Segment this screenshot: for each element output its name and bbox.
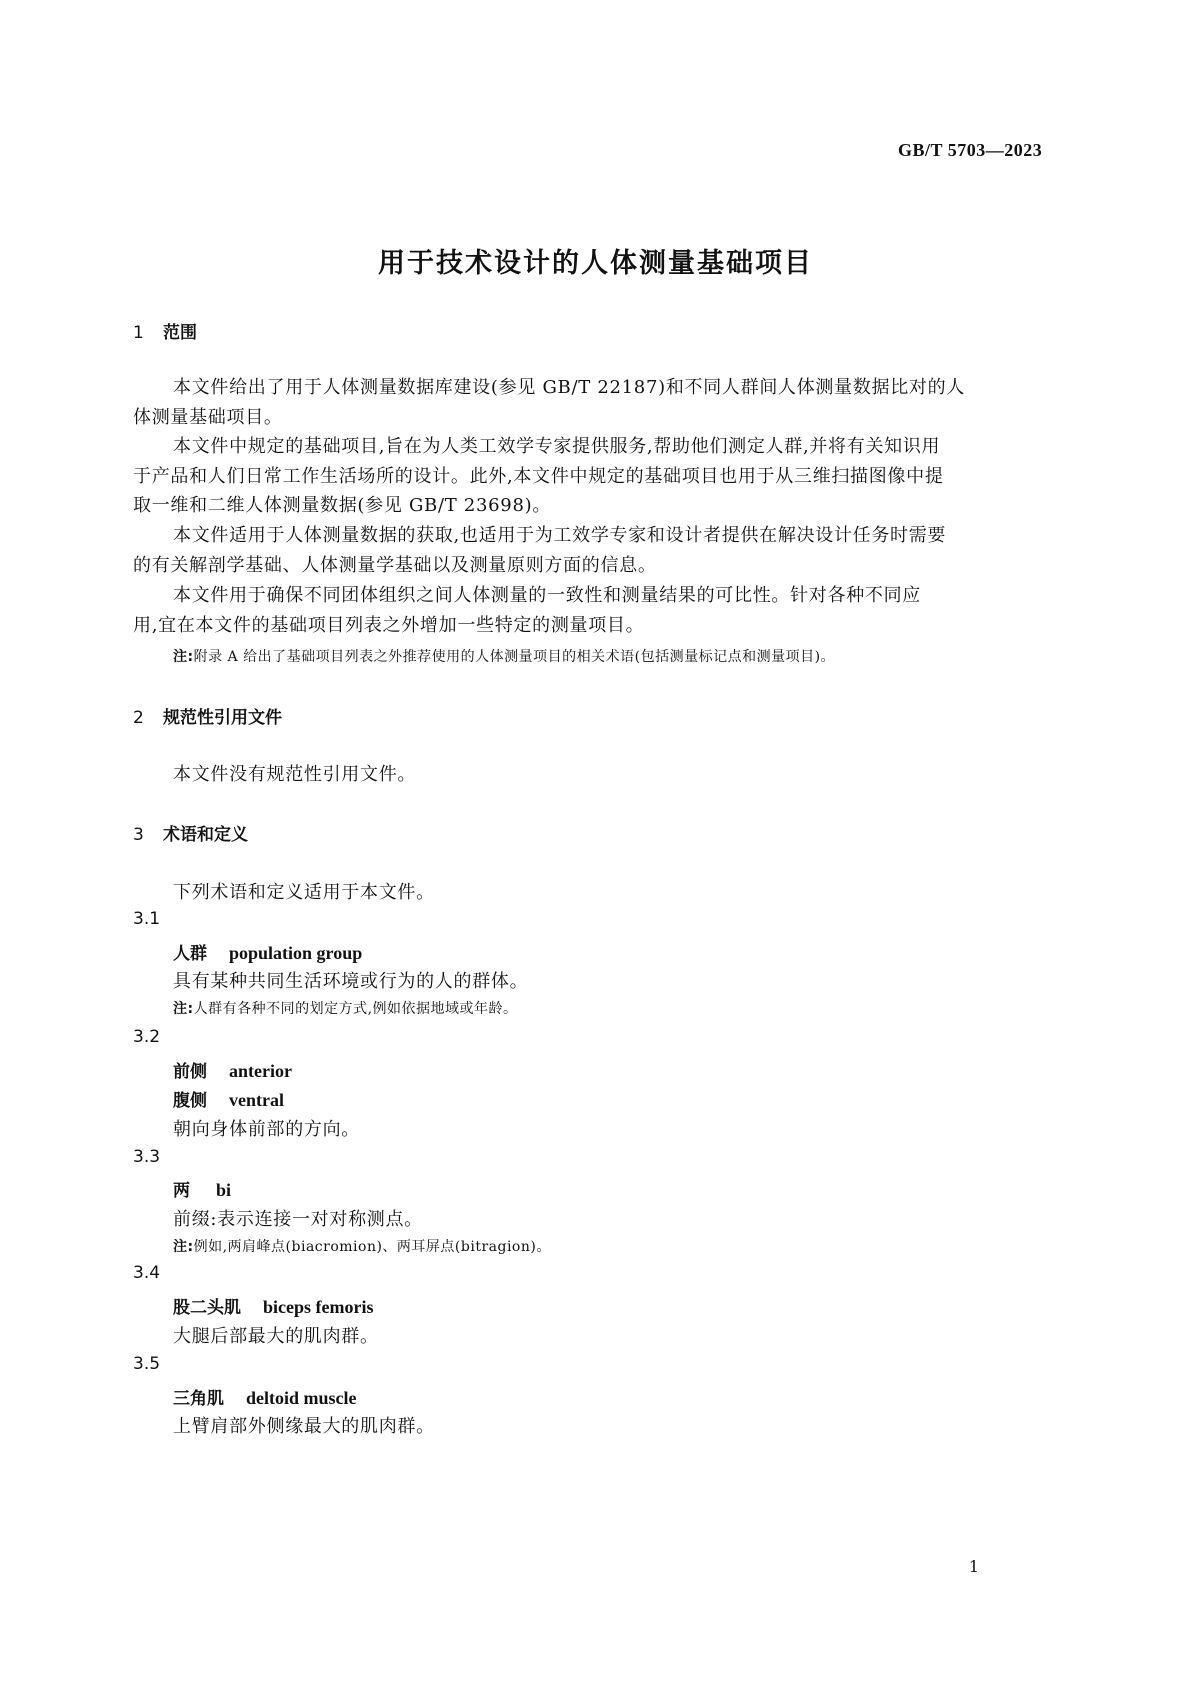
section-3-title: 术语和定义	[163, 825, 248, 845]
note-label: 注:	[173, 1239, 194, 1255]
s1-p2-line1: 本文件中规定的基础项目,旨在为人类工效学专家提供服务,帮助他们测定人群,并将有关知识用	[173, 436, 941, 457]
term-definition: 前缀:表示连接一对对称测点。	[173, 1209, 423, 1230]
term-title-synonym	[173, 1086, 284, 1111]
term-zh: 两	[173, 1181, 190, 1201]
term-en: ventral	[229, 1090, 284, 1110]
section-1-number: 1	[133, 323, 144, 343]
term-title	[173, 1176, 231, 1201]
term-number: 3.5	[133, 1354, 161, 1374]
term-en: biceps femoris	[263, 1297, 374, 1317]
s1-p1-line1: 本文件给出了用于人体测量数据库建设(参见 GB/T 22187)和不同人群间人体测量数据比对的人	[173, 377, 966, 398]
s1-p2-line2: 于产品和人们日常工作生活场所的设计。此外,本文件中规定的基础项目也用于从三维扫描图像中提	[133, 466, 944, 487]
s3-intro: 下列术语和定义适用于本文件。	[173, 882, 435, 903]
term-zh: 腹侧	[173, 1091, 207, 1111]
section-1-heading	[133, 318, 197, 343]
term-zh: 三角肌	[173, 1389, 224, 1409]
term-title	[173, 939, 362, 964]
section-2-title: 规范性引用文件	[163, 708, 282, 728]
term-number: 3.1	[133, 909, 161, 929]
section-2-heading	[133, 703, 282, 728]
note-label: 注:	[173, 649, 194, 665]
standard-number: GB/T 5703—2023	[898, 140, 1043, 160]
term-definition: 具有某种共同生活环境或行为的人的群体。	[173, 971, 529, 992]
section-3-number: 3	[133, 825, 144, 845]
term-number: 3.3	[133, 1147, 161, 1167]
term-title	[173, 1293, 373, 1318]
page-title: 用于技术设计的人体测量基础项目	[378, 248, 813, 279]
term-definition: 上臂肩部外侧缘最大的肌肉群。	[173, 1416, 435, 1437]
page-number: 1	[968, 1557, 979, 1576]
section-3-heading	[133, 820, 248, 845]
s1-p4-line2: 用,宜在本文件的基础项目列表之外增加一些特定的测量项目。	[133, 615, 645, 636]
term-en: population group	[229, 943, 363, 963]
term-en: anterior	[229, 1061, 292, 1081]
s1-p2-line3: 取一维和二维人体测量数据(参见 GB/T 23698)。	[133, 495, 552, 516]
s1-p3-line2: 的有关解剖学基础、人体测量学基础以及测量原则方面的信息。	[133, 555, 657, 576]
term-title	[173, 1384, 357, 1409]
term-title	[173, 1057, 292, 1082]
s1-p4-line1: 本文件用于确保不同团体组织之间人体测量的一致性和测量结果的可比性。针对各种不同应	[173, 585, 921, 606]
s1-p3-line1: 本文件适用于人体测量数据的获取,也适用于为工效学专家和设计者提供在解决设计任务时需要	[173, 525, 947, 546]
note-text: 人群有各种不同的划定方式,例如依据地域或年龄。	[193, 1001, 518, 1017]
s1-p1-line2: 体测量基础项目。	[133, 407, 283, 428]
term-zh: 股二头肌	[173, 1298, 241, 1318]
s1-note	[173, 646, 835, 666]
term-definition: 大腿后部最大的肌肉群。	[173, 1326, 379, 1347]
term-en: bi	[216, 1180, 232, 1200]
term-zh: 人群	[173, 944, 207, 964]
section-1-title: 范围	[163, 323, 197, 343]
term-number: 3.2	[133, 1027, 161, 1047]
term-definition: 朝向身体前部的方向。	[173, 1119, 360, 1140]
term-en: deltoid muscle	[246, 1388, 357, 1408]
section-2-number: 2	[133, 708, 144, 728]
term-note	[173, 1236, 551, 1256]
s2-text: 本文件没有规范性引用文件。	[173, 764, 417, 785]
term-zh: 前侧	[173, 1062, 207, 1082]
term-note	[173, 998, 518, 1018]
note-text: 附录 A 给出了基础项目列表之外推荐使用的人体测量项目的相关术语(包括测量标记点和测量项目)。	[193, 649, 836, 665]
term-number: 3.4	[133, 1263, 161, 1283]
note-text: 例如,两肩峰点(biacromion)、两耳屏点(bitragion)。	[193, 1239, 551, 1255]
note-label: 注:	[173, 1001, 194, 1017]
